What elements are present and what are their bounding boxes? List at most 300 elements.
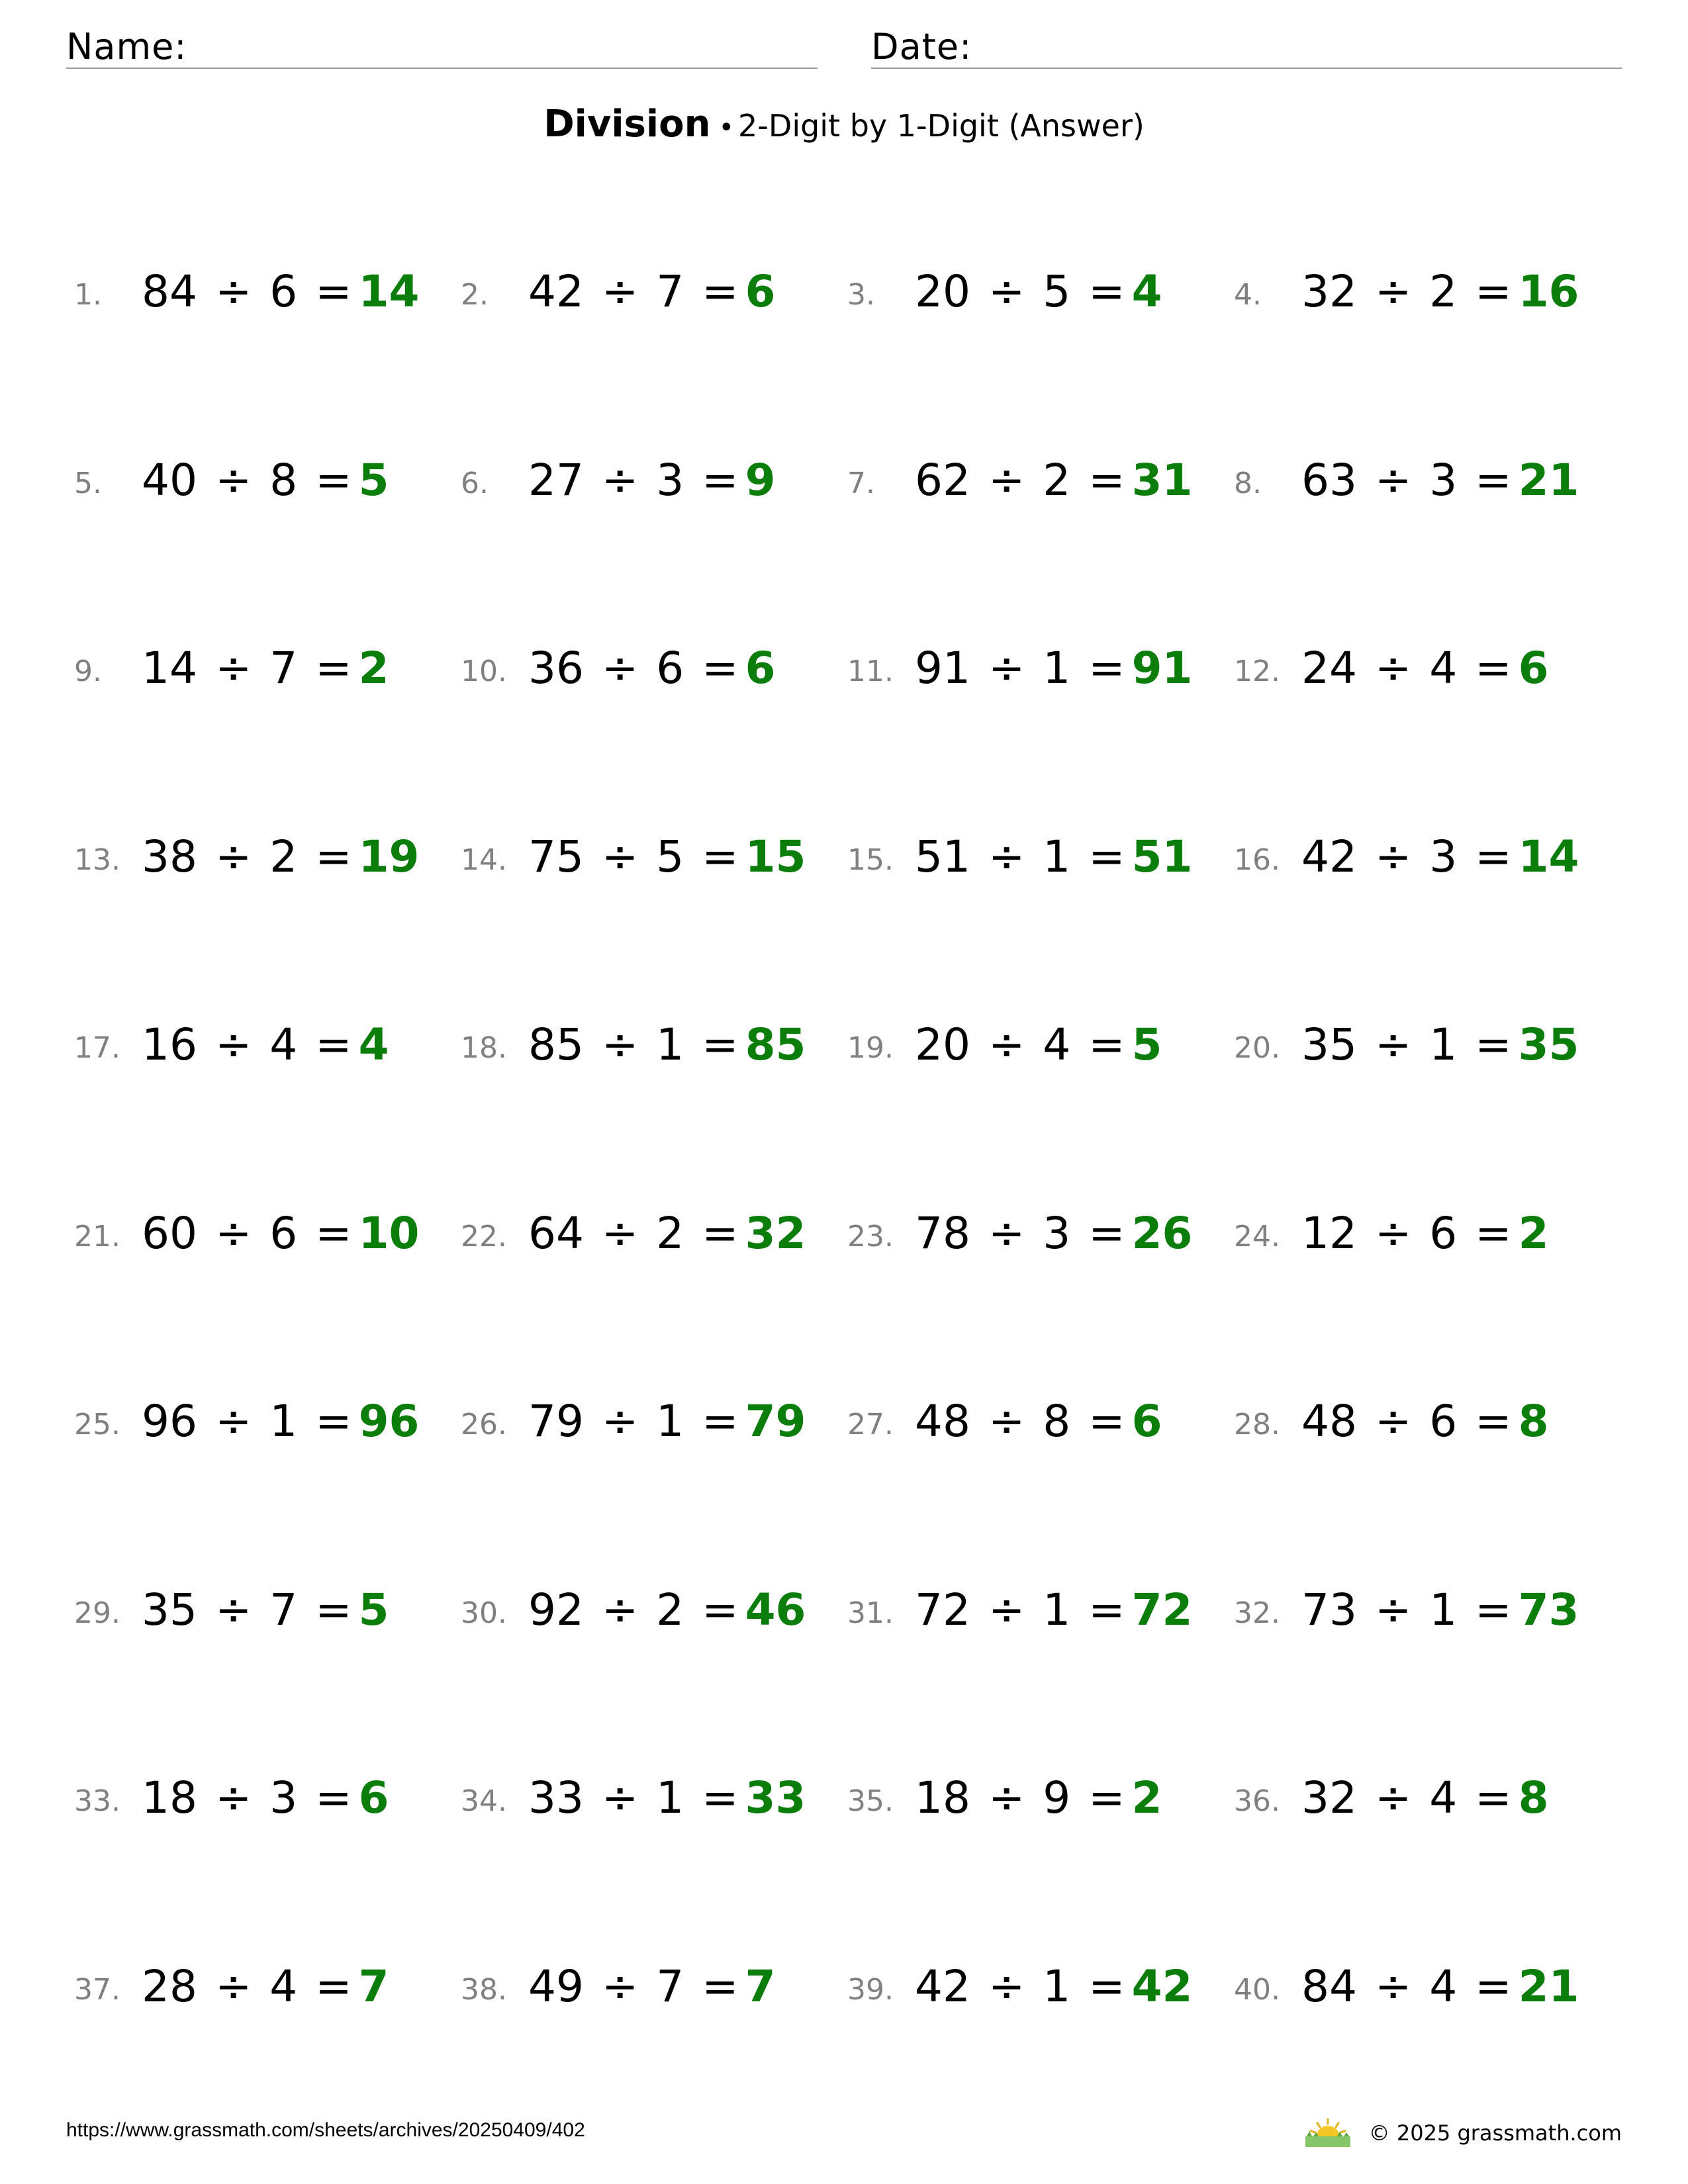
answer: 6 xyxy=(1518,643,1549,694)
problem-expression xyxy=(915,266,1162,317)
answer: 10 xyxy=(358,1207,420,1259)
equals-symbol: = xyxy=(315,1584,352,1635)
problem-expression xyxy=(1301,1207,1549,1259)
divisor: 4 xyxy=(1429,1772,1458,1823)
divisor: 9 xyxy=(1043,1772,1071,1823)
dividend: 38 xyxy=(142,831,197,882)
problem-number: 40. xyxy=(1234,1972,1280,2007)
problem-item xyxy=(461,1961,831,2014)
problem-expression xyxy=(1301,1396,1549,1447)
dividend: 20 xyxy=(915,266,970,317)
divide-symbol: ÷ xyxy=(601,1396,639,1447)
answer: 8 xyxy=(1518,1772,1549,1823)
equals-symbol: = xyxy=(1088,1772,1125,1823)
problem-expression xyxy=(142,454,389,506)
problem-item xyxy=(74,266,445,319)
problem-item xyxy=(461,455,831,508)
problem-item xyxy=(74,831,445,884)
divisor: 4 xyxy=(269,1960,298,2012)
answer: 19 xyxy=(358,831,420,882)
answer: 14 xyxy=(1518,831,1579,882)
divisor: 1 xyxy=(656,1772,684,1823)
problem-number: 10. xyxy=(461,655,507,688)
answer: 21 xyxy=(1518,1960,1579,2012)
answer: 7 xyxy=(745,1960,776,2012)
divide-symbol: ÷ xyxy=(1374,1584,1412,1635)
problem-expression xyxy=(915,1584,1193,1635)
title-separator: • xyxy=(718,113,735,143)
dividend: 42 xyxy=(915,1960,970,2012)
divide-symbol: ÷ xyxy=(988,1019,1025,1070)
problem-number: 36. xyxy=(1234,1784,1280,1818)
problem-item xyxy=(461,643,831,696)
dividend: 75 xyxy=(528,831,584,882)
divide-symbol: ÷ xyxy=(601,1207,639,1259)
problem-item xyxy=(847,1208,1218,1261)
problem-expression xyxy=(142,831,420,882)
dividend: 91 xyxy=(915,643,970,694)
problem-expression xyxy=(142,1960,389,2012)
problem-number: 11. xyxy=(847,655,894,688)
problem-number: 5. xyxy=(74,466,102,500)
problem-expression xyxy=(528,1396,806,1447)
divisor: 3 xyxy=(1429,831,1458,882)
problem-expression xyxy=(528,1019,806,1070)
dividend: 96 xyxy=(142,1396,197,1447)
answer: 2 xyxy=(1131,1772,1162,1823)
footer-url[interactable]: https://www.grassmath.com/sheets/archives/20250409/402 xyxy=(66,2119,585,2141)
problem-item xyxy=(461,1584,831,1637)
divisor: 4 xyxy=(269,1019,298,1070)
equals-symbol: = xyxy=(1088,831,1125,882)
problem-item xyxy=(847,1396,1218,1449)
divisor: 3 xyxy=(656,454,684,506)
problem-item xyxy=(1234,1961,1605,2014)
answer: 72 xyxy=(1131,1584,1193,1635)
divisor: 7 xyxy=(656,1960,684,2012)
problem-number: 25. xyxy=(74,1408,120,1441)
answer: 42 xyxy=(1131,1960,1193,2012)
problem-expression xyxy=(142,1396,420,1447)
dividend: 16 xyxy=(142,1019,197,1070)
answer: 15 xyxy=(745,831,806,882)
problem-number: 4. xyxy=(1234,278,1262,312)
problem-expression xyxy=(915,831,1193,882)
problem-number: 17. xyxy=(74,1031,120,1065)
divide-symbol: ÷ xyxy=(214,454,252,506)
divide-symbol: ÷ xyxy=(601,454,639,506)
name-field[interactable] xyxy=(66,24,818,69)
divide-symbol: ÷ xyxy=(214,1772,252,1823)
divisor: 2 xyxy=(269,831,298,882)
answer: 31 xyxy=(1131,454,1193,506)
problem-expression xyxy=(915,454,1193,506)
problem-expression xyxy=(1301,1584,1579,1635)
sun-over-grass-icon xyxy=(1304,2118,1352,2148)
dividend: 48 xyxy=(915,1396,970,1447)
equals-symbol: = xyxy=(315,1772,352,1823)
problem-number: 37. xyxy=(74,1972,120,2007)
problem-number: 39. xyxy=(847,1972,894,2007)
divide-symbol: ÷ xyxy=(988,643,1025,694)
divide-symbol: ÷ xyxy=(1374,1019,1412,1070)
dividend: 14 xyxy=(142,643,197,694)
dividend: 51 xyxy=(915,831,970,882)
problem-item xyxy=(847,1772,1218,1825)
dividend: 42 xyxy=(1301,831,1357,882)
divisor: 1 xyxy=(1043,1960,1071,2012)
problem-expression xyxy=(142,1772,389,1823)
divisor: 4 xyxy=(1043,1019,1071,1070)
divide-symbol: ÷ xyxy=(214,1019,252,1070)
equals-symbol: = xyxy=(1475,643,1512,694)
problem-expression xyxy=(1301,454,1579,506)
problem-number: 38. xyxy=(461,1972,507,2007)
answer: 8 xyxy=(1518,1396,1549,1447)
problem-number: 32. xyxy=(1234,1596,1280,1630)
equals-symbol: = xyxy=(1475,454,1512,506)
answer: 21 xyxy=(1518,454,1579,506)
problem-expression xyxy=(915,1019,1162,1070)
equals-symbol: = xyxy=(1088,1396,1125,1447)
answer: 5 xyxy=(358,1584,389,1635)
problem-item xyxy=(74,1396,445,1449)
problem-item xyxy=(847,643,1218,696)
divide-symbol: ÷ xyxy=(1374,643,1412,694)
problem-expression xyxy=(528,1960,776,2012)
answer: 4 xyxy=(1131,266,1162,317)
divisor: 2 xyxy=(1043,454,1071,506)
problem-expression xyxy=(915,1772,1162,1823)
problem-number: 19. xyxy=(847,1031,894,1065)
answer: 46 xyxy=(745,1584,806,1635)
divide-symbol: ÷ xyxy=(214,1396,252,1447)
divisor: 6 xyxy=(269,1207,298,1259)
equals-symbol: = xyxy=(702,1772,739,1823)
answer: 26 xyxy=(1131,1207,1193,1259)
equals-symbol: = xyxy=(702,1396,739,1447)
dividend: 42 xyxy=(528,266,584,317)
answer: 7 xyxy=(358,1960,389,2012)
divisor: 4 xyxy=(1429,643,1458,694)
divisor: 8 xyxy=(1043,1396,1071,1447)
problem-item xyxy=(74,1961,445,2014)
problem-expression xyxy=(528,266,776,317)
answer: 91 xyxy=(1131,643,1193,694)
problem-item xyxy=(847,1961,1218,2014)
problem-number: 29. xyxy=(74,1596,120,1630)
divisor: 5 xyxy=(1043,266,1071,317)
problem-number: 27. xyxy=(847,1408,894,1441)
dividend: 62 xyxy=(915,454,970,506)
dividend: 84 xyxy=(1301,1960,1357,2012)
equals-symbol: = xyxy=(702,643,739,694)
problem-expression xyxy=(1301,1772,1549,1823)
divisor: 2 xyxy=(656,1584,684,1635)
dividend: 18 xyxy=(142,1772,197,1823)
problem-item xyxy=(1234,1772,1605,1825)
problem-number: 3. xyxy=(847,278,875,312)
problem-number: 7. xyxy=(847,466,875,500)
answer: 6 xyxy=(745,643,776,694)
problem-number: 34. xyxy=(461,1784,507,1818)
problem-number: 12. xyxy=(1234,655,1280,688)
problem-item xyxy=(461,1208,831,1261)
problem-item xyxy=(847,266,1218,319)
dividend: 79 xyxy=(528,1396,584,1447)
divide-symbol: ÷ xyxy=(214,266,252,317)
problem-number: 23. xyxy=(847,1219,894,1253)
problem-expression xyxy=(142,1207,420,1259)
dividend: 92 xyxy=(528,1584,584,1635)
problem-expression xyxy=(915,1960,1193,2012)
equals-symbol: = xyxy=(315,831,352,882)
problem-item xyxy=(74,1208,445,1261)
problem-item xyxy=(461,266,831,319)
equals-symbol: = xyxy=(702,1019,739,1070)
problem-number: 2. xyxy=(461,278,489,312)
equals-symbol: = xyxy=(1475,1584,1512,1635)
dividend: 36 xyxy=(528,643,584,694)
problem-item xyxy=(74,1019,445,1072)
divide-symbol: ÷ xyxy=(214,1207,252,1259)
divide-symbol: ÷ xyxy=(1374,1207,1412,1259)
divisor: 1 xyxy=(269,1396,298,1447)
answer: 73 xyxy=(1518,1584,1579,1635)
dividend: 85 xyxy=(528,1019,584,1070)
dividend: 12 xyxy=(1301,1207,1357,1259)
equals-symbol: = xyxy=(702,454,739,506)
equals-symbol: = xyxy=(702,1584,739,1635)
problem-item xyxy=(1234,266,1605,319)
problem-number: 1. xyxy=(74,278,102,312)
answer: 6 xyxy=(1131,1396,1162,1447)
problem-item xyxy=(461,1019,831,1072)
problem-number: 35. xyxy=(847,1784,894,1818)
date-field[interactable] xyxy=(871,24,1622,69)
equals-symbol: = xyxy=(1475,1396,1512,1447)
dividend: 48 xyxy=(1301,1396,1357,1447)
problem-number: 16. xyxy=(1234,842,1280,877)
divisor: 6 xyxy=(1429,1207,1458,1259)
equals-symbol: = xyxy=(1475,266,1512,317)
problem-item xyxy=(1234,455,1605,508)
equals-symbol: = xyxy=(315,1207,352,1259)
answer: 2 xyxy=(1518,1207,1549,1259)
problem-expression xyxy=(142,266,420,317)
divide-symbol: ÷ xyxy=(214,1960,252,2012)
equals-symbol: = xyxy=(1088,1019,1125,1070)
problem-item xyxy=(1234,1584,1605,1637)
equals-symbol: = xyxy=(315,1019,352,1070)
divide-symbol: ÷ xyxy=(214,831,252,882)
divide-symbol: ÷ xyxy=(214,643,252,694)
equals-symbol: = xyxy=(1088,1207,1125,1259)
divide-symbol: ÷ xyxy=(601,1019,639,1070)
answer: 96 xyxy=(358,1396,420,1447)
problem-item xyxy=(461,831,831,884)
divide-symbol: ÷ xyxy=(988,1207,1025,1259)
problem-number: 24. xyxy=(1234,1219,1280,1253)
equals-symbol: = xyxy=(315,643,352,694)
answer: 85 xyxy=(745,1019,806,1070)
problem-number: 9. xyxy=(74,655,102,688)
problem-item xyxy=(847,455,1218,508)
answer: 32 xyxy=(745,1207,806,1259)
problem-expression xyxy=(1301,1960,1579,2012)
divisor: 7 xyxy=(656,266,684,317)
answer: 33 xyxy=(745,1772,806,1823)
dividend: 40 xyxy=(142,454,197,506)
answer: 2 xyxy=(358,643,389,694)
dividend: 35 xyxy=(142,1584,197,1635)
dividend: 27 xyxy=(528,454,584,506)
divide-symbol: ÷ xyxy=(1374,1396,1412,1447)
problem-item xyxy=(74,455,445,508)
divide-symbol: ÷ xyxy=(214,1584,252,1635)
dividend: 49 xyxy=(528,1960,584,2012)
problem-item xyxy=(847,1019,1218,1072)
divide-symbol: ÷ xyxy=(988,266,1025,317)
divisor: 6 xyxy=(1429,1396,1458,1447)
problem-expression xyxy=(915,1396,1162,1447)
problem-number: 20. xyxy=(1234,1031,1280,1065)
problem-item xyxy=(1234,1019,1605,1072)
divide-symbol: ÷ xyxy=(1374,1772,1412,1823)
problem-number: 31. xyxy=(847,1596,894,1630)
problem-expression xyxy=(528,1207,806,1259)
equals-symbol: = xyxy=(1088,1960,1125,2012)
problem-number: 15. xyxy=(847,842,894,877)
equals-symbol: = xyxy=(1088,454,1125,506)
problem-number: 8. xyxy=(1234,466,1262,500)
equals-symbol: = xyxy=(1475,1019,1512,1070)
dividend: 28 xyxy=(142,1960,197,2012)
problem-item xyxy=(74,1584,445,1637)
divisor: 1 xyxy=(1043,831,1071,882)
problem-number: 14. xyxy=(461,842,507,877)
divisor: 7 xyxy=(269,1584,298,1635)
divisor: 6 xyxy=(656,643,684,694)
answer: 6 xyxy=(745,266,776,317)
divide-symbol: ÷ xyxy=(1374,266,1412,317)
name-label: Name: xyxy=(66,26,187,68)
dividend: 63 xyxy=(1301,454,1357,506)
problem-number: 30. xyxy=(461,1596,507,1630)
divide-symbol: ÷ xyxy=(601,1772,639,1823)
divide-symbol: ÷ xyxy=(601,266,639,317)
problem-number: 33. xyxy=(74,1784,120,1818)
footer-copyright: © 2025 grassmath.com xyxy=(1368,2120,1622,2146)
problem-expression xyxy=(528,831,806,882)
divide-symbol: ÷ xyxy=(1374,1960,1412,2012)
equals-symbol: = xyxy=(315,266,352,317)
answer: 16 xyxy=(1518,266,1579,317)
divisor: 1 xyxy=(656,1396,684,1447)
dividend: 35 xyxy=(1301,1019,1357,1070)
answer: 14 xyxy=(358,266,420,317)
dividend: 32 xyxy=(1301,266,1357,317)
problem-number: 28. xyxy=(1234,1408,1280,1441)
dividend: 24 xyxy=(1301,643,1357,694)
problem-item xyxy=(1234,1208,1605,1261)
divisor: 1 xyxy=(1429,1584,1458,1635)
equals-symbol: = xyxy=(1088,266,1125,317)
problem-item xyxy=(74,643,445,696)
divisor: 1 xyxy=(1043,643,1071,694)
divisor: 1 xyxy=(1429,1019,1458,1070)
equals-symbol: = xyxy=(1475,831,1512,882)
equals-symbol: = xyxy=(1475,1960,1512,2012)
divide-symbol: ÷ xyxy=(1374,831,1412,882)
divide-symbol: ÷ xyxy=(988,1772,1025,1823)
dividend: 78 xyxy=(915,1207,970,1259)
worksheet-title xyxy=(0,103,1688,146)
dividend: 64 xyxy=(528,1207,584,1259)
divisor: 5 xyxy=(656,831,684,882)
dividend: 33 xyxy=(528,1772,584,1823)
problem-number: 18. xyxy=(461,1031,507,1065)
problem-item xyxy=(847,1584,1218,1637)
problem-item xyxy=(461,1772,831,1825)
problem-expression xyxy=(142,1584,389,1635)
divisor: 2 xyxy=(1429,266,1458,317)
divisor: 8 xyxy=(269,454,298,506)
problem-number: 22. xyxy=(461,1219,507,1253)
answer: 51 xyxy=(1131,831,1193,882)
equals-symbol: = xyxy=(702,1207,739,1259)
divide-symbol: ÷ xyxy=(1374,454,1412,506)
problem-expression xyxy=(1301,831,1579,882)
dividend: 60 xyxy=(142,1207,197,1259)
title-subtitle: 2-Digit by 1-Digit (Answer) xyxy=(738,108,1145,144)
problem-item xyxy=(74,1772,445,1825)
divide-symbol: ÷ xyxy=(988,1584,1025,1635)
divisor: 3 xyxy=(269,1772,298,1823)
divisor: 3 xyxy=(1043,1207,1071,1259)
problem-expression xyxy=(1301,1019,1579,1070)
problem-expression xyxy=(1301,266,1579,317)
answer: 35 xyxy=(1518,1019,1579,1070)
problem-expression xyxy=(915,1207,1193,1259)
problem-number: 21. xyxy=(74,1219,120,1253)
equals-symbol: = xyxy=(315,1396,352,1447)
dividend: 84 xyxy=(142,266,197,317)
problem-expression xyxy=(142,643,389,694)
equals-symbol: = xyxy=(702,1960,739,2012)
problem-number: 26. xyxy=(461,1408,507,1441)
divide-symbol: ÷ xyxy=(988,831,1025,882)
answer: 5 xyxy=(1131,1019,1162,1070)
problem-number: 6. xyxy=(461,466,489,500)
equals-symbol: = xyxy=(315,1960,352,2012)
divisor: 1 xyxy=(1043,1584,1071,1635)
divide-symbol: ÷ xyxy=(601,831,639,882)
equals-symbol: = xyxy=(1088,1584,1125,1635)
date-label: Date: xyxy=(871,26,972,68)
answer: 4 xyxy=(358,1019,389,1070)
answer: 79 xyxy=(745,1396,806,1447)
problem-expression xyxy=(528,454,776,506)
equals-symbol: = xyxy=(315,454,352,506)
dividend: 18 xyxy=(915,1772,970,1823)
divide-symbol: ÷ xyxy=(988,454,1025,506)
problem-item xyxy=(1234,1396,1605,1449)
problem-number: 13. xyxy=(74,842,120,877)
problem-expression xyxy=(915,643,1193,694)
problem-item xyxy=(1234,643,1605,696)
equals-symbol: = xyxy=(1475,1772,1512,1823)
